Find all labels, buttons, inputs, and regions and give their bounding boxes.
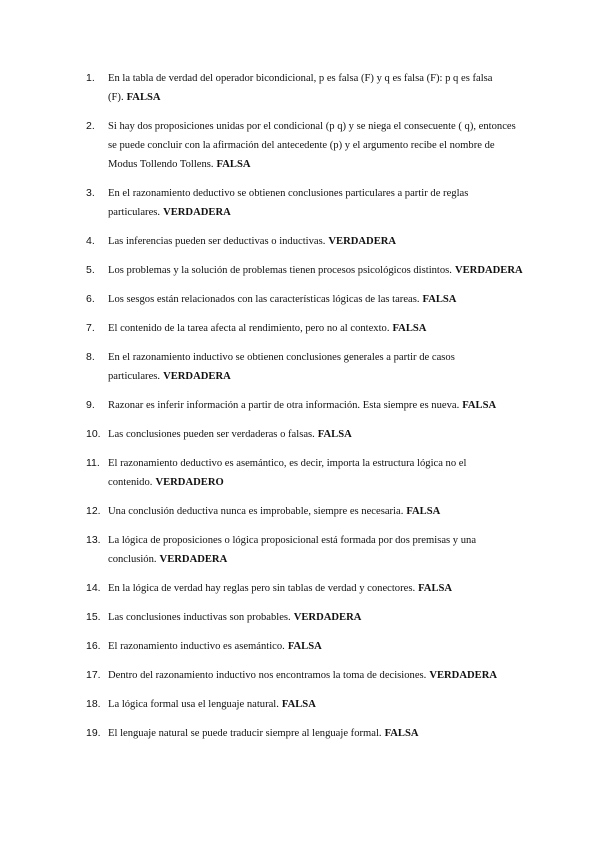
answer-label: VERDADERA	[328, 236, 397, 247]
question-item	[86, 232, 526, 251]
question-body	[108, 319, 526, 338]
question-statement: En la tabla de verdad del operador bicondicional, p es falsa (F) y q es falsa (F): p q es falsa (F).	[108, 73, 493, 103]
question-body	[108, 348, 526, 386]
question-body	[108, 425, 526, 444]
question-item	[86, 261, 526, 280]
question-statement: La lógica formal usa el lenguaje natural.	[108, 699, 279, 710]
question-number: 18.	[86, 698, 101, 710]
answer-label: VERDADERA	[163, 371, 231, 382]
question-statement: El razonamiento deductivo es asemántico, es decir, importa la estructura lógica no el contenido.	[108, 458, 467, 488]
question-statement: Las inferencias pueden ser deductivas o inductivas.	[108, 236, 326, 247]
question-number: 5.	[86, 264, 95, 276]
question-number: 19.	[86, 727, 101, 739]
question-body	[108, 695, 526, 714]
question-item	[86, 531, 526, 569]
question-body	[108, 502, 526, 521]
question-statement: Razonar es inferir información a partir de otra información. Esta siempre es nueva.	[108, 400, 460, 411]
question-item	[86, 117, 526, 174]
question-body	[108, 531, 526, 569]
question-item	[86, 319, 526, 338]
answer-label: FALSA	[392, 323, 427, 334]
question-body	[108, 579, 526, 598]
answer-label: FALSA	[384, 728, 419, 739]
question-number: 1.	[86, 72, 95, 84]
answer-label: VERDADERA	[293, 612, 362, 623]
question-number: 3.	[86, 187, 95, 199]
answer-label: VERDADERA	[429, 670, 497, 681]
answer-label: VERDADERA	[163, 207, 231, 218]
question-body	[108, 396, 526, 415]
question-body	[108, 261, 526, 280]
question-body	[108, 637, 526, 656]
question-body	[108, 724, 526, 743]
question-number: 11.	[86, 457, 100, 469]
question-number: 13.	[86, 534, 101, 546]
answer-label: FALSA	[462, 400, 497, 411]
answer-label: FALSA	[287, 641, 322, 652]
question-statement: En el razonamiento inductivo se obtienen conclusiones generales a partir de casos particulares.	[108, 352, 455, 382]
question-item	[86, 454, 526, 492]
question-number: 14.	[86, 582, 101, 594]
question-item	[86, 184, 526, 222]
answer-label: FALSA	[317, 429, 352, 440]
question-statement: El razonamiento inductivo es asemántico.	[108, 641, 285, 652]
question-body	[108, 454, 526, 492]
question-number: 17.	[86, 669, 101, 681]
answer-label: VERDADERA	[159, 554, 228, 565]
question-number: 9.	[86, 399, 95, 411]
question-body	[108, 666, 526, 685]
question-statement: Si hay dos proposiciones unidas por el condicional (p q) y se niega el consecuente ( q), entonces se puede concluir con la afirmación del antecedente (p) y el argumento recibe el nombre de Modus Tollendo Tollens.	[108, 121, 516, 170]
question-statement: La lógica de proposiciones o lógica proposicional está formada por dos premisas y una conclusión.	[108, 535, 477, 565]
question-statement: Los sesgos están relacionados con las características lógicas de las tareas.	[108, 294, 420, 305]
question-statement: En la lógica de verdad hay reglas pero sin tablas de verdad y conectores.	[108, 583, 416, 594]
answer-label: FALSA	[418, 583, 453, 594]
question-number: 12.	[86, 505, 101, 517]
question-item	[86, 396, 526, 415]
question-statement: Los problemas y la solución de problemas tienen procesos psicológicos distintos.	[108, 265, 452, 276]
question-statement: Una conclusión deductiva nunca es improbable, siempre es necesaria.	[108, 506, 404, 517]
answer-label: VERDADERA	[454, 265, 523, 276]
question-body	[108, 69, 526, 107]
answer-label: VERDADERO	[155, 477, 224, 488]
question-list	[86, 69, 526, 753]
question-body	[108, 290, 526, 309]
question-statement: Dentro del razonamiento inductivo nos encontramos la toma de decisiones.	[108, 670, 427, 681]
question-item	[86, 724, 526, 743]
question-number: 16.	[86, 640, 101, 652]
question-item	[86, 608, 526, 627]
question-number: 10.	[86, 428, 101, 440]
question-statement: El lenguaje natural se puede traducir siempre al lenguaje formal.	[108, 728, 382, 739]
question-body	[108, 232, 526, 251]
question-statement: En el razonamiento deductivo se obtienen conclusiones particulares a partir de reglas particulares.	[108, 188, 469, 218]
question-number: 4.	[86, 235, 95, 247]
question-item	[86, 579, 526, 598]
answer-label: FALSA	[216, 159, 251, 170]
question-statement: Las conclusiones inductivas son probables.	[108, 612, 291, 623]
question-item	[86, 666, 526, 685]
question-body	[108, 117, 526, 174]
question-statement: El contenido de la tarea afecta al rendimiento, pero no al contexto.	[108, 323, 390, 334]
question-item	[86, 290, 526, 309]
question-item	[86, 69, 526, 107]
answer-label: FALSA	[422, 294, 457, 305]
question-item	[86, 425, 526, 444]
question-statement: Las conclusiones pueden ser verdaderas o falsas.	[108, 429, 315, 440]
answer-label: FALSA	[406, 506, 441, 517]
question-number: 7.	[86, 322, 95, 334]
question-body	[108, 608, 526, 627]
question-item	[86, 637, 526, 656]
answer-label: FALSA	[126, 92, 161, 103]
question-number: 8.	[86, 351, 95, 363]
question-item	[86, 502, 526, 521]
question-number: 6.	[86, 293, 95, 305]
question-number: 2.	[86, 120, 95, 132]
question-item	[86, 348, 526, 386]
answer-label: FALSA	[281, 699, 316, 710]
question-body	[108, 184, 526, 222]
question-number: 15.	[86, 611, 101, 623]
question-item	[86, 695, 526, 714]
